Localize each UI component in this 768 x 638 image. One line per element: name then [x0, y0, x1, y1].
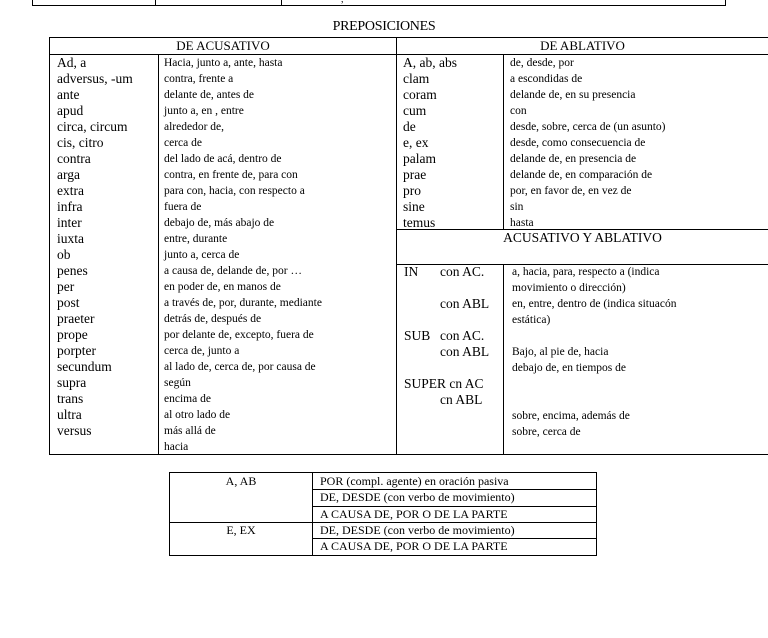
- ablativo-latin-term: pro: [403, 183, 421, 198]
- acusativo-latin-term: secundum: [57, 359, 112, 374]
- usage-table: [169, 472, 597, 556]
- in-abl-meaning: en, entre, dentro de (indica situacón: [512, 298, 677, 310]
- column-divider: [503, 54, 504, 229]
- acusativo-latin-term: penes: [57, 263, 88, 278]
- in-label: IN: [404, 264, 419, 279]
- acusativo-meaning: a través de, por, durante, mediante: [164, 297, 322, 309]
- acusativo-meaning: a causa de, delande de, por …: [164, 265, 302, 277]
- acusativo-latin-term: inter: [57, 215, 82, 230]
- super-label: SUPER cn AC: [404, 376, 484, 391]
- acusativo-meaning: detrás de, después de: [164, 313, 262, 325]
- acusativo-meaning: al otro lado de: [164, 409, 231, 421]
- acusativo-meaning: entre, durante: [164, 233, 228, 245]
- prepositions-table: [49, 37, 768, 455]
- acusativo-meaning: según: [164, 377, 191, 389]
- fragment-text: [341, 0, 344, 4]
- acusativo-meaning: por delante de, excepto, fuera de: [164, 329, 314, 341]
- acusativo-latin-term: per: [57, 279, 75, 294]
- acusativo-meaning: Hacia, junto a, ante, hasta: [164, 57, 283, 69]
- acusativo-latin-term: circa, circum: [57, 119, 128, 134]
- super-abl-label: cn ABL: [440, 392, 483, 407]
- ablativo-latin-term: cum: [403, 103, 427, 118]
- ablativo-latin-term: coram: [403, 87, 437, 102]
- acusativo-meaning: delante de, antes de: [164, 89, 255, 101]
- page-title: PREPOSICIONES: [332, 19, 436, 34]
- ablativo-meaning: por, en favor de, en vez de: [510, 185, 632, 197]
- usage-cell: A CAUSA DE, POR O DE LA PARTE: [320, 539, 508, 553]
- usage-cell: POR (compl. agente) en oración pasiva: [320, 474, 509, 488]
- ablativo-latin-term: e, ex: [403, 135, 429, 150]
- ablativo-header: DE ABLATIVO: [540, 38, 625, 53]
- ablativo-meaning: desde, sobre, cerca de (un asunto): [510, 121, 666, 133]
- preposition-cell: A, AB: [225, 474, 257, 488]
- preposition-cell: E, EX: [226, 523, 256, 537]
- acusativo-meaning: alrededor de,: [164, 121, 225, 133]
- usage-cell: DE, DESDE (con verbo de movimiento): [320, 523, 515, 537]
- column-divider: [503, 264, 504, 454]
- acusativo-spanish-list: [164, 55, 322, 455]
- acusativo-latin-term: ultra: [57, 407, 82, 422]
- ablativo-meaning: a escondidas de: [510, 73, 583, 85]
- ablativo-latin-term: prae: [403, 167, 427, 182]
- acusativo-latin-term: adversus, -um: [57, 71, 133, 86]
- ambos-header: ACUSATIVO Y ABLATIVO: [503, 230, 662, 245]
- acusativo-meaning: del lado de acá, dentro de: [164, 153, 282, 165]
- acusativo-latin-term: praeter: [57, 311, 95, 326]
- in-abl-label: con ABL: [440, 296, 490, 311]
- acusativo-meaning: junto a, cerca de: [164, 249, 240, 261]
- acusativo-meaning: debajo de, más abajo de: [164, 217, 275, 229]
- acusativo-meaning: en poder de, en manos de: [164, 281, 281, 293]
- sub-meaning: Bajo, al pie de, hacia: [512, 346, 609, 358]
- sub-ac-label: con AC.: [440, 328, 485, 343]
- ablativo-latin-term: clam: [403, 71, 430, 86]
- acusativo-latin-term: infra: [57, 199, 83, 214]
- acusativo-latin-term: arga: [57, 167, 80, 182]
- column-divider: [281, 0, 282, 5]
- ablativo-latin-term: A, ab, abs: [403, 55, 457, 70]
- acusativo-meaning: contra, frente a: [164, 73, 234, 85]
- usage-cell: A CAUSA DE, POR O DE LA PARTE: [320, 507, 508, 521]
- acusativo-meaning: junto a, en , entre: [164, 105, 244, 117]
- acusativo-latin-term: trans: [57, 391, 84, 406]
- super-meaning-cont: sobre, cerca de: [512, 426, 581, 438]
- acusativo-latin-term: post: [57, 295, 80, 310]
- in-ac-meaning: a, hacia, para, respecto a (indica: [512, 266, 660, 278]
- acusativo-meaning: encima de: [164, 393, 211, 405]
- ablativo-latin-list: [403, 55, 457, 231]
- acusativo-latin-term: contra: [57, 151, 91, 166]
- column-divider: [158, 54, 159, 454]
- in-ac-label: con AC.: [440, 264, 485, 279]
- acusativo-meaning: más allá de: [164, 425, 216, 437]
- ablativo-meaning: con: [510, 105, 527, 117]
- acusativo-latin-list: [57, 55, 133, 455]
- in-abl-meaning-cont: estática): [512, 314, 551, 326]
- acusativo-meaning: cerca de, junto a: [164, 345, 240, 357]
- ablativo-meaning: delande de, en comparación de: [510, 169, 653, 181]
- acusativo-latin-term: porpter: [57, 343, 96, 358]
- ablativo-meaning: delande de, en su presencia: [510, 89, 636, 101]
- ablativo-spanish-list: [510, 55, 666, 231]
- acusativo-header: DE ACUSATIVO: [176, 38, 270, 53]
- acusativo-latin-term: ob: [57, 247, 71, 262]
- ablativo-latin-term: palam: [403, 151, 436, 166]
- ablativo-latin-term: temus: [403, 215, 436, 230]
- acusativo-meaning: hacia: [164, 441, 189, 453]
- column-divider: [155, 0, 156, 5]
- acusativo-meaning: fuera de: [164, 201, 202, 213]
- acusativo-latin-term: versus: [57, 423, 92, 438]
- previous-table-fragment: [32, 0, 726, 6]
- ablativo-meaning: hasta: [510, 217, 534, 229]
- acusativo-latin-term: ante: [57, 87, 80, 102]
- super-meaning: sobre, encima, además de: [512, 410, 630, 422]
- acusativo-latin-term: apud: [57, 103, 84, 118]
- column-divider: [312, 473, 313, 555]
- acusativo-meaning: contra, en frente de, para con: [164, 169, 298, 181]
- acusativo-latin-term: cis, citro: [57, 135, 104, 150]
- ablativo-meaning: delande de, en presencia de: [510, 153, 637, 165]
- acusativo-latin-term: iuxta: [57, 231, 84, 246]
- ablativo-meaning: desde, como consecuencia de: [510, 137, 646, 149]
- acusativo-meaning: para con, hacia, con respecto a: [164, 185, 305, 197]
- sub-meaning-cont: debajo de, en tiempos de: [512, 362, 627, 374]
- acusativo-latin-term: prope: [57, 327, 88, 342]
- ablativo-meaning: sin: [510, 201, 524, 213]
- acusativo-latin-term: extra: [57, 183, 84, 198]
- sub-label: SUB: [404, 328, 431, 343]
- ablativo-latin-term: sine: [403, 199, 425, 214]
- acusativo-latin-term: Ad, a: [57, 55, 87, 70]
- section-divider: [396, 38, 397, 454]
- acusativo-meaning: cerca de: [164, 137, 202, 149]
- ablativo-latin-term: de: [403, 119, 416, 134]
- ablativo-meaning: de, desde, por: [510, 57, 574, 69]
- acusativo-latin-term: [57, 439, 133, 455]
- in-ac-meaning-cont: movimiento o dirección): [512, 282, 626, 294]
- sub-abl-label: con ABL: [440, 344, 490, 359]
- acusativo-meaning: al lado de, cerca de, por causa de: [164, 361, 316, 373]
- acusativo-latin-term: supra: [57, 375, 87, 390]
- usage-cell: DE, DESDE (con verbo de movimiento): [320, 490, 515, 504]
